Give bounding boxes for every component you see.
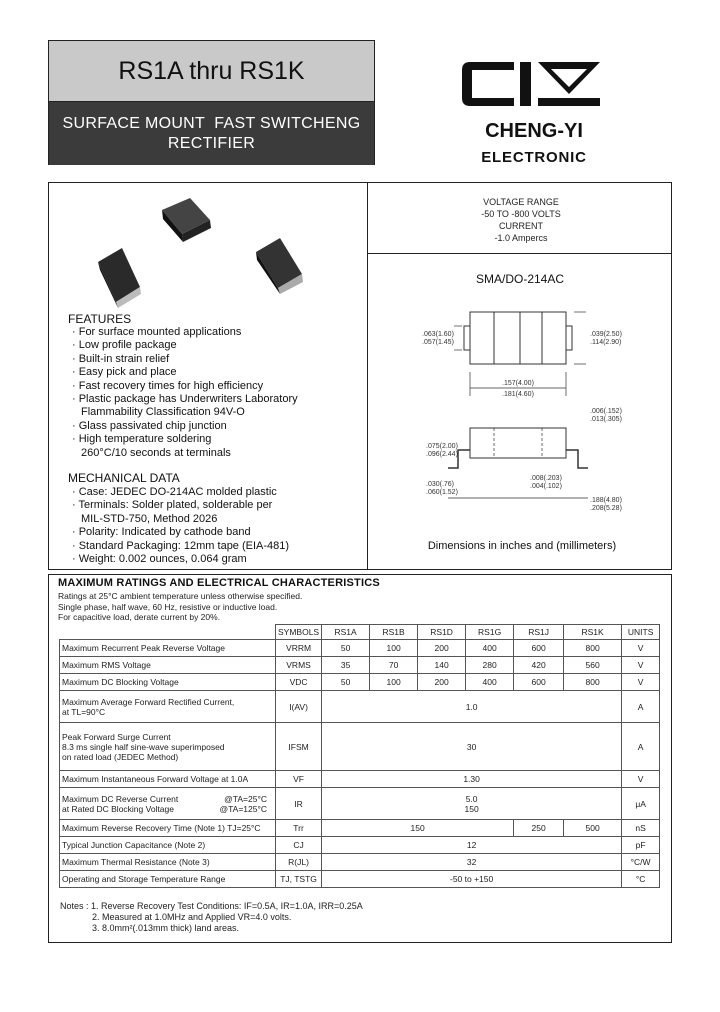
param-cj: Typical Junction Capacitance (Note 2) — [60, 837, 276, 854]
header-rs1a: RS1A — [322, 625, 370, 640]
dim-e1: .075(2.00) — [426, 443, 458, 450]
vf-value: 1.30 — [322, 771, 622, 788]
header-rs1b: RS1B — [370, 625, 418, 640]
table-row — [60, 674, 660, 691]
param-ifsm-line3: on rated load (JEDEC Method) — [62, 751, 179, 762]
param-tj: Operating and Storage Temperature Range — [60, 871, 276, 888]
param-vrms: Maximum RMS Voltage — [60, 657, 276, 674]
rth-value: 32 — [322, 854, 622, 871]
logo-subtitle: ELECTRONIC — [481, 149, 587, 166]
param-ir — [60, 788, 276, 820]
iav-unit: A — [622, 691, 660, 723]
param-ifsm — [60, 723, 276, 771]
symbol-vrrm: VRRM — [276, 640, 322, 657]
param-rth: Maximum Thermal Resistance (Note 3) — [60, 854, 276, 871]
cj-value: 12 — [322, 837, 622, 854]
dimensions-note: Dimensions in inches and (millimeters) — [427, 540, 617, 552]
param-ir-line2: at Rated DC Blocking Voltage — [62, 803, 174, 814]
ratings-title: MAXIMUM RATINGS AND ELECTRICAL CHARACTERISTICS — [58, 577, 380, 589]
table-row — [60, 723, 660, 771]
ratings-note-3: For capacitive load, derate current by 20%. — [58, 612, 221, 622]
table-row — [60, 854, 660, 871]
param-vf: Maximum Instantaneous Forward Voltage at 1.0A — [60, 771, 276, 788]
vrms-unit: V — [622, 657, 660, 674]
dim-b1: .039(2.50) — [590, 331, 622, 338]
table-header-row — [60, 625, 660, 640]
vrrm-rs1j: 600 — [514, 640, 564, 657]
param-trr: Maximum Reverse Recovery Time (Note 1) TJ=25°C — [60, 820, 276, 837]
ir-unit: μA — [622, 788, 660, 820]
tj-value: -50 to +150 — [322, 871, 622, 888]
cj-unit: pF — [622, 837, 660, 854]
symbol-vf: VF — [276, 771, 322, 788]
features-list — [72, 326, 362, 460]
list-item: · Plastic package has Underwriters Laboratory — [72, 393, 298, 406]
param-iav-line2: at TL=90°C — [62, 706, 106, 717]
dim-a2: .057(1.45) — [422, 339, 454, 346]
header-symbols: SYMBOLS — [276, 625, 322, 640]
mechanical-title: MECHANICAL DATA — [68, 471, 180, 485]
vrrm-unit: V — [622, 640, 660, 657]
vdc-unit: V — [622, 674, 660, 691]
table-row — [60, 691, 660, 723]
list-item: · For surface mounted applications — [72, 326, 242, 338]
list-item: · Terminals: Solder plated, solderable per — [72, 499, 273, 512]
subtitle-line-1: SURFACE MOUNT FAST SWITCHENG — [62, 114, 361, 132]
part-subtitle — [49, 102, 374, 165]
vdc-rs1b: 100 — [370, 674, 418, 691]
dim-c2: .181(4.60) — [502, 391, 534, 398]
param-vrrm: Maximum Recurrent Peak Reverse Voltage — [60, 640, 276, 657]
features-title: FEATURES — [68, 312, 132, 326]
vrms-rs1d: 140 — [418, 657, 466, 674]
param-iav — [60, 691, 276, 723]
current-value: -1.0 Ampercs — [494, 233, 548, 243]
list-item: · Polarity: Indicated by cathode band — [72, 526, 251, 539]
ifsm-value: 30 — [322, 723, 622, 771]
vrms-rs1k: 560 — [564, 657, 622, 674]
vrms-rs1g: 280 — [466, 657, 514, 674]
dim-a1: .063(1.60) — [422, 331, 454, 338]
vrrm-rs1k: 800 — [564, 640, 622, 657]
iav-value: 1.0 — [322, 691, 622, 723]
list-item: MIL-STD-750, Method 2026 — [81, 512, 218, 525]
footnote-2: 2. Measured at 1.0MHz and Applied VR=4.0 volts. — [92, 912, 292, 922]
param-ifsm-line2: 8.3 ms single half sine-wave superimposed — [62, 741, 225, 752]
header-rs1g: RS1G — [466, 625, 514, 640]
vrms-rs1j: 420 — [514, 657, 564, 674]
ir-value-25c: 5.0 — [465, 793, 478, 804]
part-title: RS1A thru RS1K — [49, 41, 374, 102]
vf-unit: V — [622, 771, 660, 788]
header-units: UNITS — [622, 625, 660, 640]
vdc-rs1j: 600 — [514, 674, 564, 691]
list-item: · Glass passivated chip junction — [72, 419, 227, 432]
logo-name: CHENG-YI — [485, 120, 583, 142]
symbol-ifsm: IFSM — [276, 723, 322, 771]
header-rs1d: RS1D — [418, 625, 466, 640]
dim-g2: .004(.102) — [530, 483, 562, 490]
dim-c1: .157(4.00) — [502, 380, 534, 387]
title-box — [48, 40, 375, 165]
dim-b2: .114(2.90) — [590, 339, 622, 346]
list-item: 260°C/10 seconds at terminals — [81, 446, 231, 459]
trr-unit: nS — [622, 820, 660, 837]
list-item: · Case: JEDEC DO-214AC molded plastic — [72, 486, 277, 498]
ratings-note-1: Ratings at 25°C ambient temperature unless otherwise specified. — [58, 591, 303, 601]
vdc-rs1a: 50 — [322, 674, 370, 691]
symbol-vrms: VRMS — [276, 657, 322, 674]
package-dimension-drawing — [418, 300, 648, 520]
table-row — [60, 820, 660, 837]
table-row — [60, 771, 660, 788]
mechanical-list — [72, 486, 362, 566]
rating-range — [446, 196, 596, 244]
param-vdc: Maximum DC Blocking Voltage — [60, 674, 276, 691]
ifsm-unit: A — [622, 723, 660, 771]
package-title: SMA/DO-214AC — [475, 272, 565, 286]
ratings-conditions — [58, 591, 302, 623]
component-photo — [90, 192, 320, 312]
voltage-range-value: -50 TO -800 VOLTS — [481, 209, 561, 219]
param-ifsm-line1: Peak Forward Surge Current — [62, 731, 171, 742]
ratings-note-2: Single phase, half wave, 60 Hz, resistive or inductive load. — [58, 601, 278, 612]
vertical-divider — [367, 183, 368, 569]
vrrm-rs1d: 200 — [418, 640, 466, 657]
dim-d2: .013(.305) — [590, 416, 622, 423]
table-row — [60, 837, 660, 854]
symbol-ir: IR — [276, 788, 322, 820]
header-rs1k: RS1K — [564, 625, 622, 640]
table-row — [60, 871, 660, 888]
list-item: · Weight: 0.002 ounces, 0.064 gram — [72, 553, 247, 566]
vdc-rs1k: 800 — [564, 674, 622, 691]
table-row — [60, 640, 660, 657]
vrms-rs1b: 70 — [370, 657, 418, 674]
component-image-1 — [162, 198, 211, 242]
list-item: · Built-in strain relief — [72, 352, 170, 365]
footnotes — [60, 901, 363, 934]
list-item: · Easy pick and place — [72, 366, 177, 379]
vrms-rs1a: 35 — [322, 657, 370, 674]
table-row — [60, 788, 660, 820]
subtitle-line-2: RECTIFIER — [167, 134, 256, 152]
rth-unit: °C/W — [622, 854, 660, 871]
dim-f2: .060(1.52) — [426, 489, 458, 496]
symbol-tj: TJ, TSTG — [276, 871, 322, 888]
param-ir-cond2: @TA=125°C — [219, 803, 267, 814]
list-item: Flammability Classification 94V-O — [81, 406, 245, 419]
vdc-rs1d: 200 — [418, 674, 466, 691]
ir-value-125c: 150 — [464, 803, 479, 814]
component-image-2 — [98, 248, 141, 308]
list-item: · High temperature soldering — [72, 433, 212, 446]
header-rs1j: RS1J — [514, 625, 564, 640]
ir-values — [322, 788, 622, 820]
footnote-1: Notes : 1. Reverse Recovery Test Conditions: IF=0.5A, IR=1.0A, IRR=0.25A — [60, 901, 363, 911]
dim-h2: .208(5.28) — [590, 505, 622, 512]
trr-value-a-g: 150 — [322, 820, 514, 837]
symbol-cj: CJ — [276, 837, 322, 854]
list-item: · Low profile package — [72, 339, 177, 352]
table-row — [60, 657, 660, 674]
current-label: CURRENT — [499, 221, 543, 231]
list-item: · Standard Packaging: 12mm tape (EIA-481) — [72, 539, 290, 552]
dim-g1: .008(.203) — [530, 475, 562, 482]
ratings-table — [59, 624, 660, 888]
param-iav-line1: Maximum Average Forward Rectified Current, — [62, 696, 235, 707]
dim-d1: .006(.152) — [590, 408, 622, 415]
list-item: · Fast recovery times for high efficiency — [72, 379, 264, 392]
symbol-vdc: VDC — [276, 674, 322, 691]
param-ir-cond1: @TA=25°C — [224, 793, 267, 804]
param-ir-line1: Maximum DC Reverse Current — [62, 793, 179, 804]
tj-unit: °C — [622, 871, 660, 888]
vrrm-rs1a: 50 — [322, 640, 370, 657]
dim-h1: .188(4.80) — [590, 497, 622, 504]
component-image-3 — [256, 238, 303, 294]
vrrm-rs1g: 400 — [466, 640, 514, 657]
trr-value-j: 250 — [514, 820, 564, 837]
symbol-iav: I(AV) — [276, 691, 322, 723]
voltage-range-label: VOLTAGE RANGE — [483, 197, 559, 207]
trr-value-k: 500 — [564, 820, 622, 837]
horizontal-divider — [367, 253, 672, 254]
vdc-rs1g: 400 — [466, 674, 514, 691]
dim-f1: .030(.76) — [426, 481, 455, 488]
symbol-rth: R(JL) — [276, 854, 322, 871]
dim-e2: .096(2.44) — [426, 451, 458, 458]
symbol-trr: Trr — [276, 820, 322, 837]
vrrm-rs1b: 100 — [370, 640, 418, 657]
footnote-3: 3. 8.0mm²(.013mm thick) land areas. — [92, 923, 240, 933]
